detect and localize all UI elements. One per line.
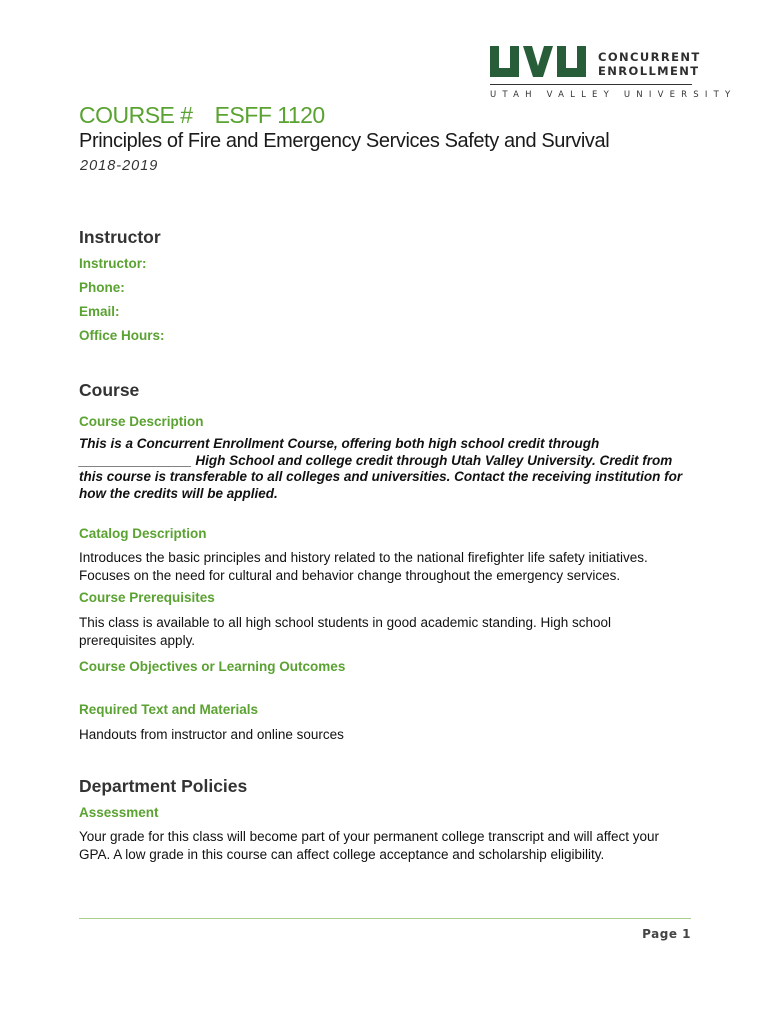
course-prerequisites-label: Course Prerequisites	[79, 590, 215, 605]
course-prerequisites-text: This class is available to all high school students in good academic standing. High school prerequisites apply.	[79, 615, 612, 648]
catalog-description-label: Catalog Description	[79, 526, 207, 541]
footer-divider	[79, 918, 691, 919]
logo-divider	[490, 84, 692, 85]
office-hours-field-label: Office Hours:	[79, 328, 165, 343]
course-number	[79, 102, 325, 129]
required-materials-text: Handouts from instructor and online sources	[79, 727, 344, 742]
course-code: ESFF 1120	[214, 102, 325, 128]
uvu-logo-mark	[490, 46, 590, 78]
email-field-label: Email:	[79, 304, 120, 319]
required-materials-label: Required Text and Materials	[79, 702, 259, 717]
assessment-label: Assessment	[79, 805, 159, 820]
academic-year: 2018-2019	[80, 158, 159, 174]
instructor-heading: Instructor	[79, 227, 161, 247]
course-heading: Course	[79, 380, 140, 400]
instructor-field-label: Instructor:	[79, 256, 147, 271]
department-policies-heading: Department Policies	[79, 776, 248, 796]
logo-wordmark	[598, 50, 701, 78]
phone-field-label: Phone:	[79, 280, 125, 295]
logo-word-enrollment: ENROLLMENT	[598, 64, 700, 78]
course-description-text: This is a Concurrent Enrollment Course, offering both high school credit through _______________ High School and college credit through Utah Valley University. Credit from this course is transferable to all colleges and universities. Contact the receiving institution for how the credits will be applied.	[79, 436, 683, 501]
assessment-text: Your grade for this class will become part of your permanent college transcript and will affect your GPA. A low grade in this course can affect college acceptance and scholarship eligibility.	[79, 829, 660, 862]
course-title: Principles of Fire and Emergency Services Safety and Survival	[79, 130, 610, 152]
logo-subtitle: UTAH VALLEY UNIVERSITY	[490, 90, 737, 100]
course-objectives-label: Course Objectives or Learning Outcomes	[79, 659, 346, 674]
logo-word-concurrent: CONCURRENT	[598, 50, 701, 64]
catalog-description-text: Introduces the basic principles and history related to the national firefighter life safety initiatives. Focuses on the need for cultural and behavior change throughout the emergency services.	[79, 550, 648, 583]
course-description-label: Course Description	[79, 414, 204, 429]
page-number: Page 1	[642, 927, 691, 941]
course-prefix: COURSE #	[79, 102, 193, 128]
uvu-concurrent-enrollment-logo	[490, 44, 737, 104]
